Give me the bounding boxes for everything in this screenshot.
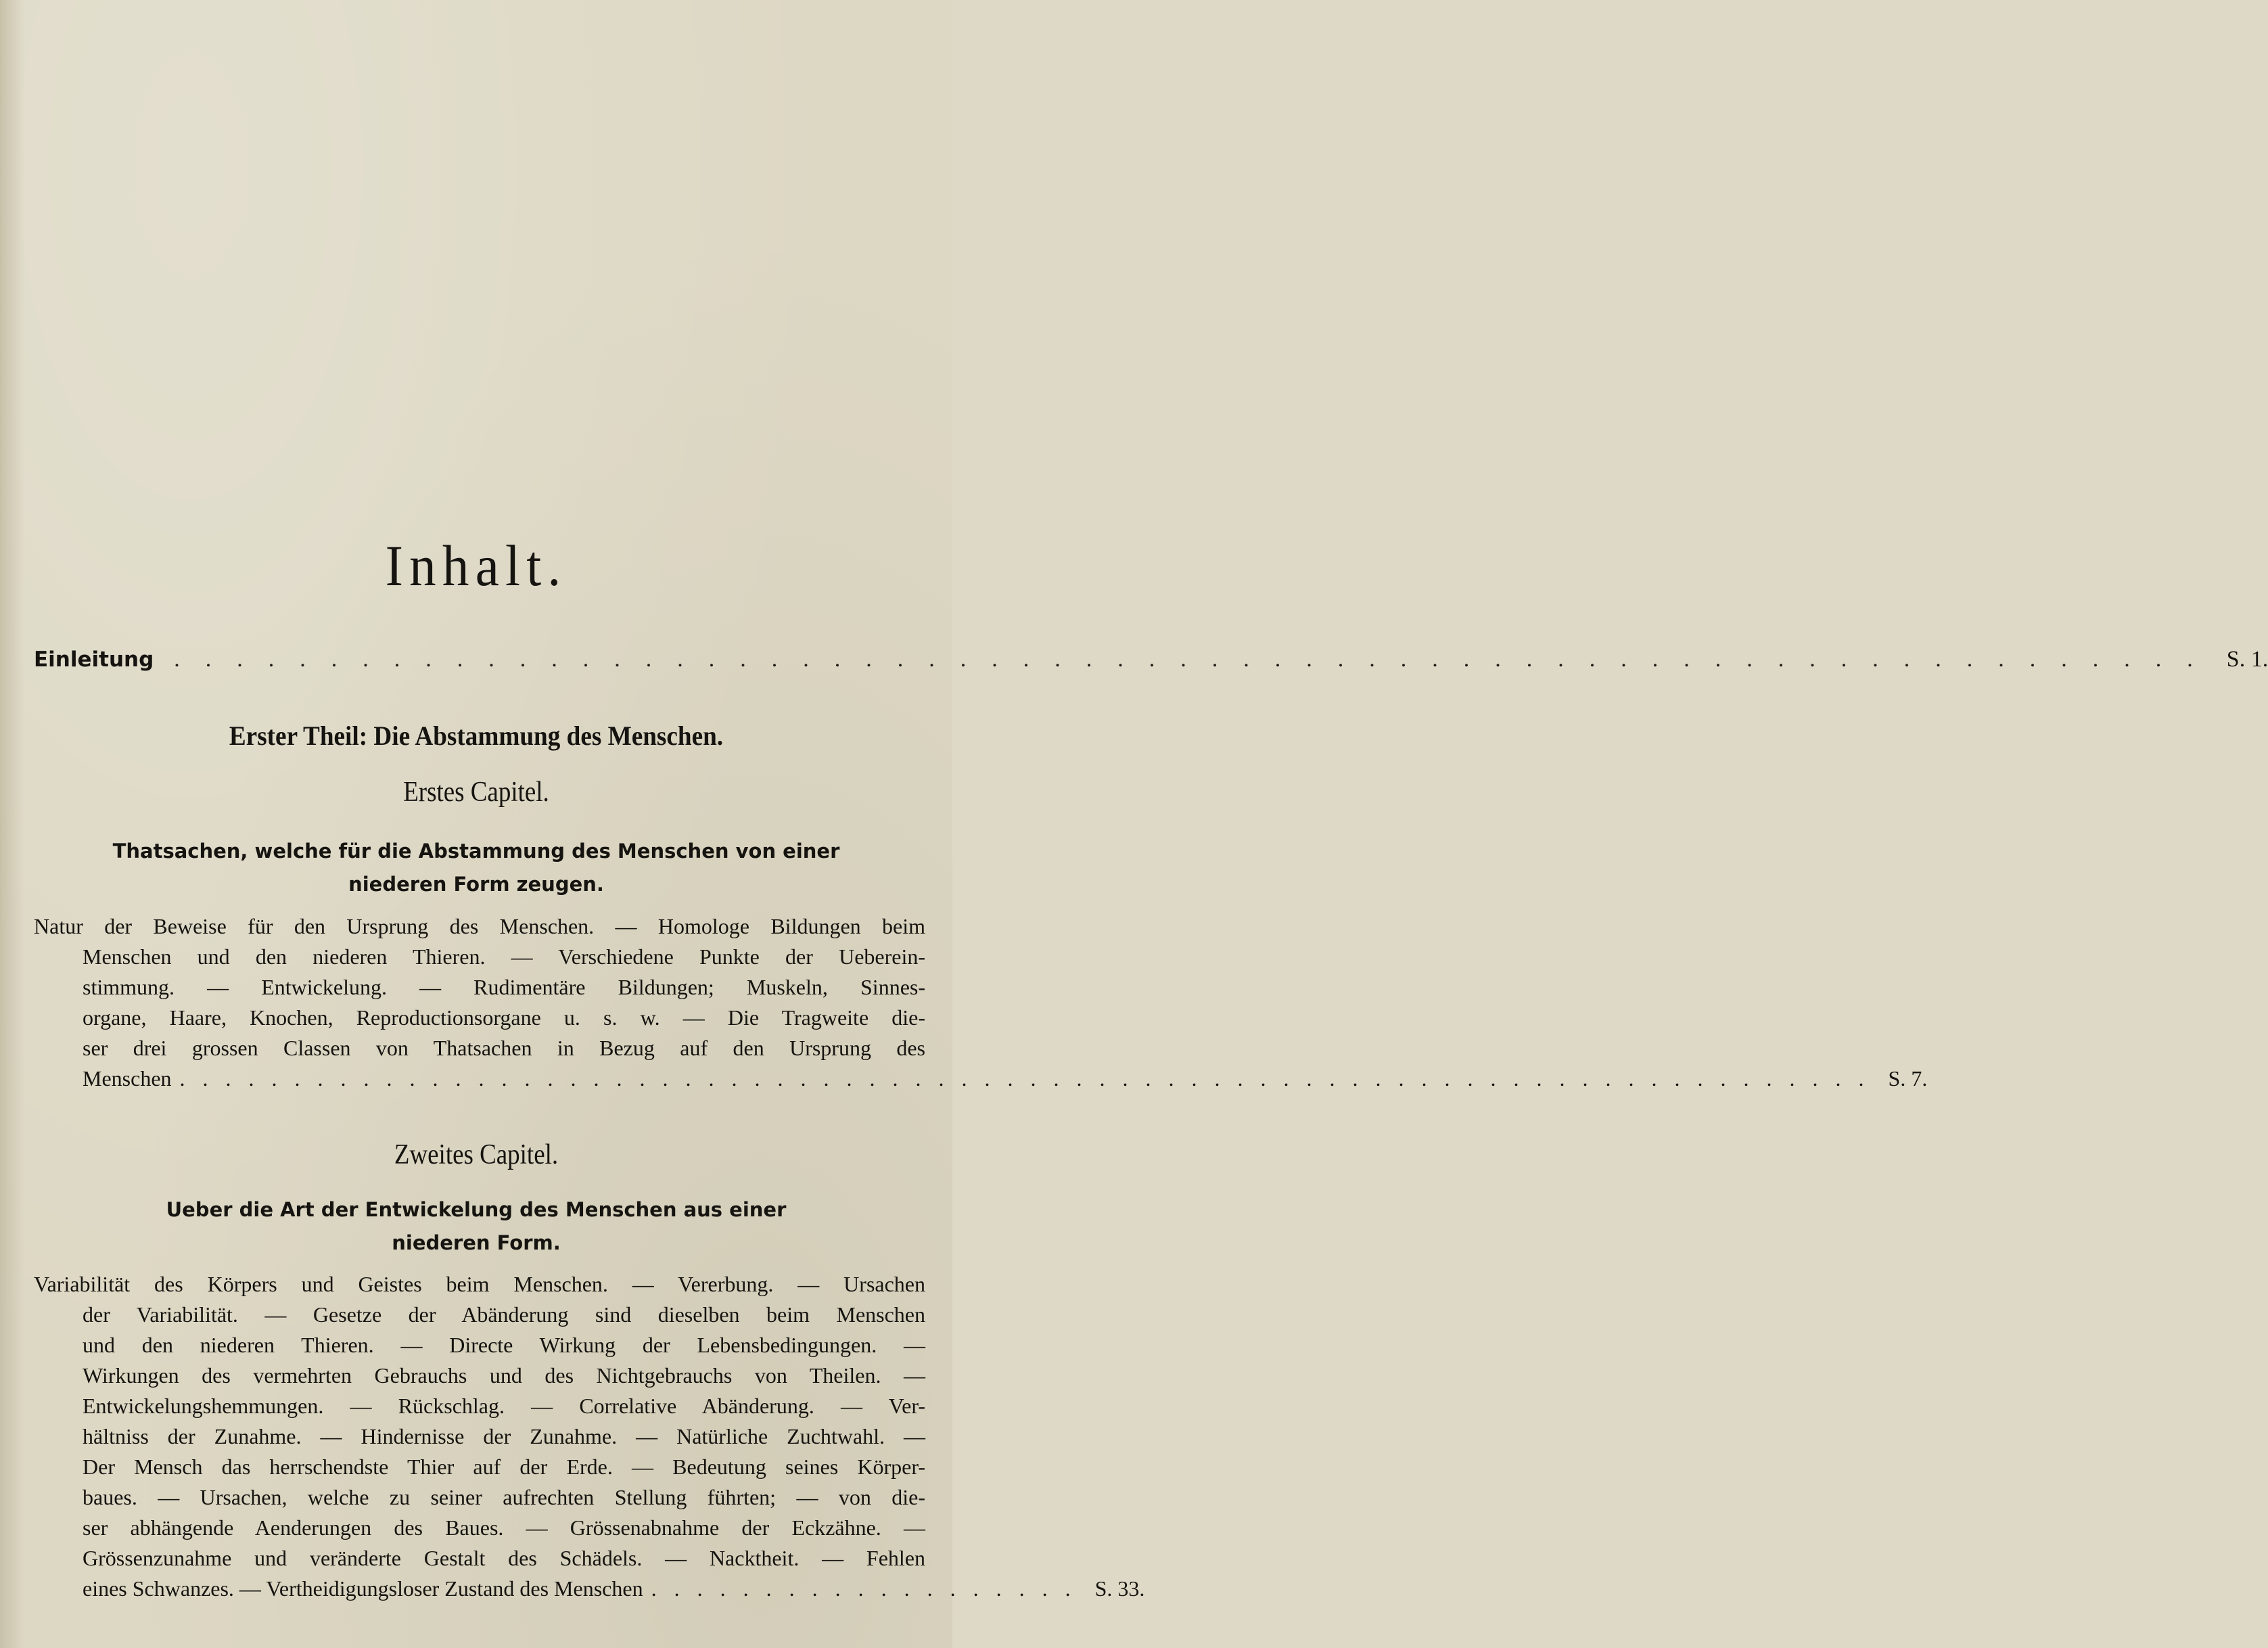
leader-dots: .......................................................................... (179, 1066, 1882, 1091)
chapter-subtitle-line: niederen Form zeugen. (348, 873, 604, 896)
toc-page-number: S. 33. (1094, 1576, 1145, 1601)
summary-line: baues. — Ursachen, welche zu seiner aufrechten Stellung führten; — von die- (83, 1485, 925, 1509)
leader-dots: ................................................................. (174, 647, 2219, 672)
chapter-title: Erstes Capitel. (403, 777, 549, 808)
toc-page-number: S. 1. (2226, 647, 2268, 672)
summary-line: hältniss der Zunahme. — Hindernisse der Zunahme. — Natürliche Zuchtwahl. — (83, 1424, 925, 1448)
chapter-subtitle (47, 835, 905, 901)
summary-line: ser abhängende Aenderungen des Baues. — Grössenabnahme der Eckzähne. — (83, 1515, 925, 1540)
chapter-subtitle-line: niederen Form. (392, 1231, 561, 1254)
summary-line: Natur der Beweise für den Ursprung des Menschen. — Homologe Bildungen beim (34, 914, 925, 938)
summary-last-text: eines Schwanzes. — Vertheidigungsloser Zustand des Menschen (83, 1576, 643, 1601)
toc-entry-label: Einleitung (34, 647, 154, 672)
chapter-subtitle (47, 1193, 905, 1260)
chapter-subtitle-line: Thatsachen, welche für die Abstammung des Menschen von einer (112, 840, 840, 863)
page-title: Inhalt. (385, 532, 568, 598)
summary-line: organe, Haare, Knochen, Reproductionsorgane u. s. w. — Die Tragweite die- (83, 1005, 925, 1030)
summary-last-line[interactable] (34, 1063, 1928, 1094)
toc-entry-introduction[interactable] (34, 647, 2268, 672)
summary-last-line[interactable] (34, 1574, 1145, 1604)
summary-line: stimmung. — Entwickelung. — Rudimentäre Bildungen; Muskeln, Sinnes- (83, 975, 925, 999)
page-gutter-shadow (0, 0, 24, 1648)
summary-line: der Variabilität. — Gesetze der Abänderung sind dieselben beim Menschen (83, 1302, 925, 1327)
part-title: Erster Theil: Die Abstammung des Menschen. (229, 720, 724, 751)
chapter-subtitle-line: Ueber die Art der Entwickelung des Menschen aus einer (166, 1198, 787, 1221)
leader-dots: ................... (651, 1576, 1088, 1601)
bleed-through-shadow (379, 88, 386, 95)
toc-page-number: S. 7. (1888, 1066, 1928, 1091)
summary-line: Der Mensch das herrschendste Thier auf der Erde. — Bedeutung seines Körper- (83, 1455, 925, 1479)
summary-line: und den niederen Thieren. — Directe Wirkung der Lebensbedingungen. — (83, 1333, 925, 1357)
summary-line: Variabilität des Körpers und Geistes beim Menschen. — Vererbung. — Ursachen (34, 1272, 925, 1296)
chapter-title: Zweites Capitel. (394, 1139, 559, 1170)
chapter-summary (34, 911, 1928, 1094)
chapter-summary (34, 1269, 1145, 1604)
summary-line: Menschen und den niederen Thieren. — Verschiedene Punkte der Ueberein- (83, 944, 925, 969)
summary-line: Grössenzunahme und veränderte Gestalt des Schädels. — Nacktheit. — Fehlen (83, 1546, 925, 1570)
summary-line: Wirkungen des vermehrten Gebrauchs und des Nichtgebrauchs von Theilen. — (83, 1363, 925, 1388)
summary-line: Entwickelungshemmungen. — Rückschlag. — Correlative Abänderung. — Ver- (83, 1394, 925, 1418)
summary-last-text: Menschen (83, 1066, 172, 1091)
summary-line: ser drei grossen Classen von Thatsachen in Bezug auf den Ursprung des (83, 1036, 925, 1060)
